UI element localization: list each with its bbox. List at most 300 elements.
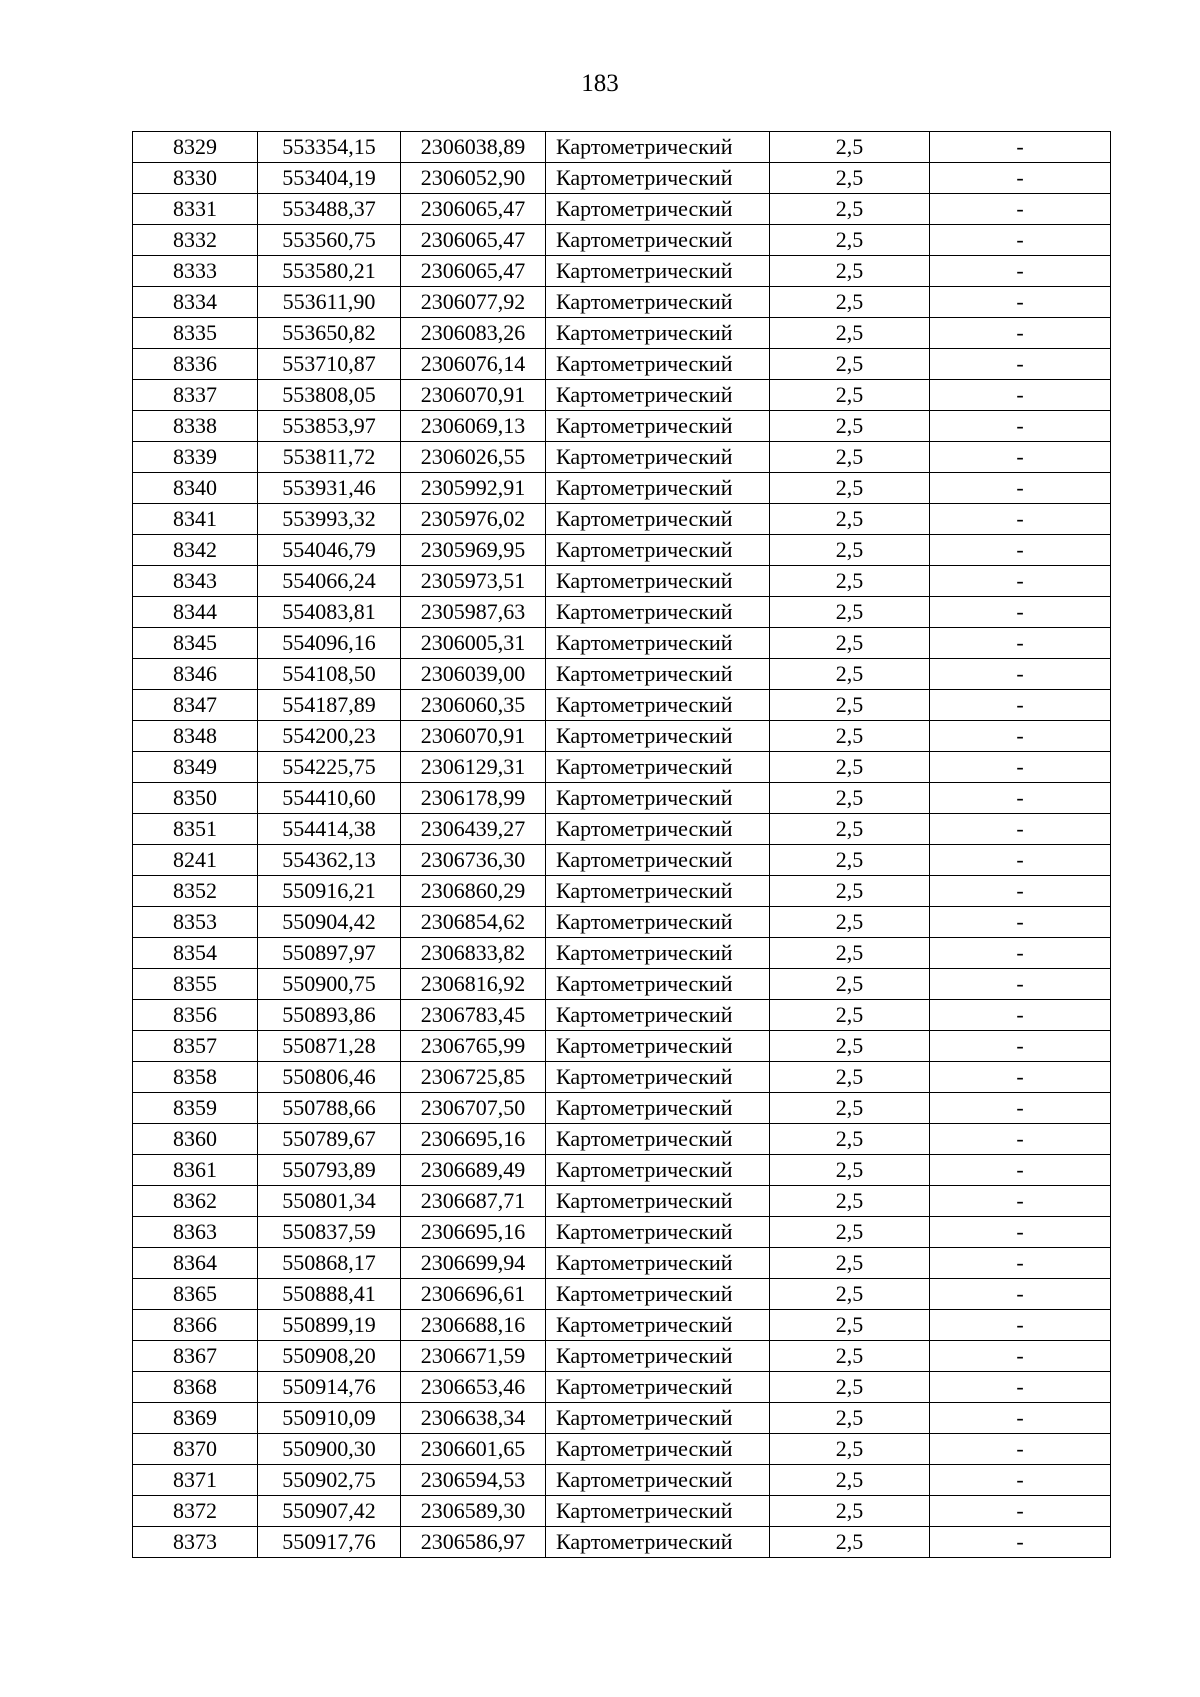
x-coordinate-cell: 554362,13 [258,845,401,876]
note-cell: - [930,1031,1111,1062]
point-number-cell: 8355 [133,969,258,1000]
point-number-cell: 8241 [133,845,258,876]
point-number-cell: 8347 [133,690,258,721]
accuracy-cell: 2,5 [770,535,930,566]
y-coordinate-cell: 2306129,31 [401,752,546,783]
point-number-cell: 8344 [133,597,258,628]
y-coordinate-cell: 2306783,45 [401,1000,546,1031]
method-cell: Картометрический [546,814,770,845]
point-number-cell: 8369 [133,1403,258,1434]
table-row [133,690,1111,721]
method-cell: Картометрический [546,535,770,566]
note-cell: - [930,1465,1111,1496]
method-cell: Картометрический [546,473,770,504]
y-coordinate-cell: 2306589,30 [401,1496,546,1527]
method-cell: Картометрический [546,442,770,473]
point-number-cell: 8350 [133,783,258,814]
accuracy-cell: 2,5 [770,597,930,628]
y-coordinate-cell: 2306687,71 [401,1186,546,1217]
method-cell: Картометрический [546,1403,770,1434]
x-coordinate-cell: 554083,81 [258,597,401,628]
point-number-cell: 8368 [133,1372,258,1403]
y-coordinate-cell: 2306833,82 [401,938,546,969]
x-coordinate-cell: 550871,28 [258,1031,401,1062]
note-cell: - [930,504,1111,535]
coordinates-table [132,131,1111,1558]
x-coordinate-cell: 554046,79 [258,535,401,566]
y-coordinate-cell: 2306688,16 [401,1310,546,1341]
method-cell: Картометрический [546,597,770,628]
x-coordinate-cell: 554187,89 [258,690,401,721]
note-cell: - [930,1155,1111,1186]
point-number-cell: 8365 [133,1279,258,1310]
x-coordinate-cell: 554225,75 [258,752,401,783]
x-coordinate-cell: 553650,82 [258,318,401,349]
point-number-cell: 8359 [133,1093,258,1124]
point-number-cell: 8358 [133,1062,258,1093]
accuracy-cell: 2,5 [770,690,930,721]
x-coordinate-cell: 553354,15 [258,132,401,163]
table-row [133,1248,1111,1279]
x-coordinate-cell: 553580,21 [258,256,401,287]
accuracy-cell: 2,5 [770,442,930,473]
note-cell: - [930,1372,1111,1403]
accuracy-cell: 2,5 [770,1403,930,1434]
table-row [133,1000,1111,1031]
table-row [133,1496,1111,1527]
table-row [133,1093,1111,1124]
table-row [133,132,1111,163]
y-coordinate-cell: 2306653,46 [401,1372,546,1403]
y-coordinate-cell: 2305973,51 [401,566,546,597]
x-coordinate-cell: 554096,16 [258,628,401,659]
note-cell: - [930,1093,1111,1124]
x-coordinate-cell: 550902,75 [258,1465,401,1496]
x-coordinate-cell: 554200,23 [258,721,401,752]
method-cell: Картометрический [546,659,770,690]
point-number-cell: 8367 [133,1341,258,1372]
y-coordinate-cell: 2306070,91 [401,721,546,752]
note-cell: - [930,1000,1111,1031]
table-row [133,256,1111,287]
note-cell: - [930,256,1111,287]
method-cell: Картометрический [546,1155,770,1186]
accuracy-cell: 2,5 [770,876,930,907]
table-row [133,411,1111,442]
y-coordinate-cell: 2306178,99 [401,783,546,814]
note-cell: - [930,845,1111,876]
accuracy-cell: 2,5 [770,1248,930,1279]
y-coordinate-cell: 2306005,31 [401,628,546,659]
accuracy-cell: 2,5 [770,1155,930,1186]
method-cell: Картометрический [546,225,770,256]
y-coordinate-cell: 2306689,49 [401,1155,546,1186]
accuracy-cell: 2,5 [770,938,930,969]
accuracy-cell: 2,5 [770,504,930,535]
note-cell: - [930,783,1111,814]
y-coordinate-cell: 2306736,30 [401,845,546,876]
accuracy-cell: 2,5 [770,380,930,411]
y-coordinate-cell: 2306076,14 [401,349,546,380]
note-cell: - [930,1310,1111,1341]
point-number-cell: 8329 [133,132,258,163]
accuracy-cell: 2,5 [770,256,930,287]
note-cell: - [930,938,1111,969]
point-number-cell: 8360 [133,1124,258,1155]
note-cell: - [930,380,1111,411]
page-number: 183 [581,70,619,97]
table-row [133,597,1111,628]
accuracy-cell: 2,5 [770,814,930,845]
accuracy-cell: 2,5 [770,1186,930,1217]
method-cell: Картометрический [546,1341,770,1372]
note-cell: - [930,907,1111,938]
x-coordinate-cell: 550837,59 [258,1217,401,1248]
accuracy-cell: 2,5 [770,1124,930,1155]
x-coordinate-cell: 550908,20 [258,1341,401,1372]
point-number-cell: 8336 [133,349,258,380]
accuracy-cell: 2,5 [770,907,930,938]
method-cell: Картометрический [546,163,770,194]
x-coordinate-cell: 550888,41 [258,1279,401,1310]
table-row [133,349,1111,380]
table-row [133,721,1111,752]
table-row [133,659,1111,690]
y-coordinate-cell: 2306026,55 [401,442,546,473]
note-cell: - [930,721,1111,752]
y-coordinate-cell: 2306860,29 [401,876,546,907]
x-coordinate-cell: 553808,05 [258,380,401,411]
table-row [133,1279,1111,1310]
method-cell: Картометрический [546,287,770,318]
table-body [133,132,1111,1558]
y-coordinate-cell: 2306060,35 [401,690,546,721]
point-number-cell: 8348 [133,721,258,752]
accuracy-cell: 2,5 [770,411,930,442]
table-row [133,380,1111,411]
method-cell: Картометрический [546,783,770,814]
x-coordinate-cell: 553931,46 [258,473,401,504]
note-cell: - [930,194,1111,225]
x-coordinate-cell: 553404,19 [258,163,401,194]
x-coordinate-cell: 550788,66 [258,1093,401,1124]
method-cell: Картометрический [546,318,770,349]
point-number-cell: 8349 [133,752,258,783]
x-coordinate-cell: 553853,97 [258,411,401,442]
y-coordinate-cell: 2306077,92 [401,287,546,318]
point-number-cell: 8333 [133,256,258,287]
table-row [133,845,1111,876]
note-cell: - [930,1217,1111,1248]
point-number-cell: 8346 [133,659,258,690]
note-cell: - [930,566,1111,597]
table-row [133,1372,1111,1403]
note-cell: - [930,752,1111,783]
y-coordinate-cell: 2306065,47 [401,194,546,225]
table-row [133,783,1111,814]
point-number-cell: 8371 [133,1465,258,1496]
note-cell: - [930,1496,1111,1527]
method-cell: Картометрический [546,1217,770,1248]
method-cell: Картометрический [546,1434,770,1465]
point-number-cell: 8352 [133,876,258,907]
x-coordinate-cell: 554414,38 [258,814,401,845]
y-coordinate-cell: 2306083,26 [401,318,546,349]
accuracy-cell: 2,5 [770,1372,930,1403]
note-cell: - [930,659,1111,690]
accuracy-cell: 2,5 [770,1093,930,1124]
y-coordinate-cell: 2306725,85 [401,1062,546,1093]
method-cell: Картометрический [546,907,770,938]
x-coordinate-cell: 553993,32 [258,504,401,535]
method-cell: Картометрический [546,969,770,1000]
accuracy-cell: 2,5 [770,1000,930,1031]
x-coordinate-cell: 550900,75 [258,969,401,1000]
table-row [133,907,1111,938]
y-coordinate-cell: 2306671,59 [401,1341,546,1372]
note-cell: - [930,1527,1111,1558]
table-row [133,628,1111,659]
accuracy-cell: 2,5 [770,349,930,380]
method-cell: Картометрический [546,845,770,876]
note-cell: - [930,349,1111,380]
method-cell: Картометрический [546,1496,770,1527]
table-row [133,1403,1111,1434]
method-cell: Картометрический [546,1093,770,1124]
y-coordinate-cell: 2306586,97 [401,1527,546,1558]
y-coordinate-cell: 2306065,47 [401,225,546,256]
accuracy-cell: 2,5 [770,566,930,597]
note-cell: - [930,597,1111,628]
point-number-cell: 8362 [133,1186,258,1217]
accuracy-cell: 2,5 [770,659,930,690]
x-coordinate-cell: 550904,42 [258,907,401,938]
method-cell: Картометрический [546,1279,770,1310]
point-number-cell: 8341 [133,504,258,535]
method-cell: Картометрический [546,132,770,163]
method-cell: Картометрический [546,628,770,659]
y-coordinate-cell: 2306638,34 [401,1403,546,1434]
accuracy-cell: 2,5 [770,1217,930,1248]
table-row [133,287,1111,318]
x-coordinate-cell: 550910,09 [258,1403,401,1434]
table-row [133,876,1111,907]
point-number-cell: 8366 [133,1310,258,1341]
note-cell: - [930,690,1111,721]
x-coordinate-cell: 554108,50 [258,659,401,690]
y-coordinate-cell: 2306065,47 [401,256,546,287]
note-cell: - [930,287,1111,318]
table-row [133,1217,1111,1248]
y-coordinate-cell: 2306816,92 [401,969,546,1000]
note-cell: - [930,163,1111,194]
point-number-cell: 8373 [133,1527,258,1558]
table-row [133,1341,1111,1372]
method-cell: Картометрический [546,349,770,380]
table-row [133,1310,1111,1341]
method-cell: Картометрический [546,380,770,411]
table-row [133,938,1111,969]
point-number-cell: 8372 [133,1496,258,1527]
accuracy-cell: 2,5 [770,1062,930,1093]
y-coordinate-cell: 2305992,91 [401,473,546,504]
x-coordinate-cell: 550907,42 [258,1496,401,1527]
x-coordinate-cell: 550789,67 [258,1124,401,1155]
accuracy-cell: 2,5 [770,194,930,225]
y-coordinate-cell: 2305969,95 [401,535,546,566]
point-number-cell: 8332 [133,225,258,256]
accuracy-cell: 2,5 [770,1279,930,1310]
method-cell: Картометрический [546,721,770,752]
method-cell: Картометрический [546,1031,770,1062]
method-cell: Картометрический [546,566,770,597]
note-cell: - [930,969,1111,1000]
x-coordinate-cell: 550900,30 [258,1434,401,1465]
y-coordinate-cell: 2306699,94 [401,1248,546,1279]
accuracy-cell: 2,5 [770,752,930,783]
accuracy-cell: 2,5 [770,783,930,814]
y-coordinate-cell: 2306765,99 [401,1031,546,1062]
point-number-cell: 8354 [133,938,258,969]
table-row [133,1465,1111,1496]
x-coordinate-cell: 550917,76 [258,1527,401,1558]
point-number-cell: 8343 [133,566,258,597]
accuracy-cell: 2,5 [770,1341,930,1372]
point-number-cell: 8363 [133,1217,258,1248]
point-number-cell: 8361 [133,1155,258,1186]
accuracy-cell: 2,5 [770,287,930,318]
y-coordinate-cell: 2306854,62 [401,907,546,938]
y-coordinate-cell: 2306039,00 [401,659,546,690]
table-row [133,473,1111,504]
accuracy-cell: 2,5 [770,721,930,752]
method-cell: Картометрический [546,1186,770,1217]
y-coordinate-cell: 2306052,90 [401,163,546,194]
x-coordinate-cell: 550893,86 [258,1000,401,1031]
note-cell: - [930,411,1111,442]
accuracy-cell: 2,5 [770,318,930,349]
note-cell: - [930,1403,1111,1434]
table-row [133,1031,1111,1062]
y-coordinate-cell: 2306069,13 [401,411,546,442]
x-coordinate-cell: 553611,90 [258,287,401,318]
note-cell: - [930,1186,1111,1217]
accuracy-cell: 2,5 [770,1527,930,1558]
method-cell: Картометрический [546,256,770,287]
x-coordinate-cell: 550899,19 [258,1310,401,1341]
point-number-cell: 8342 [133,535,258,566]
accuracy-cell: 2,5 [770,1310,930,1341]
point-number-cell: 8340 [133,473,258,504]
x-coordinate-cell: 553811,72 [258,442,401,473]
accuracy-cell: 2,5 [770,1434,930,1465]
note-cell: - [930,535,1111,566]
note-cell: - [930,1124,1111,1155]
point-number-cell: 8330 [133,163,258,194]
table-row [133,1527,1111,1558]
x-coordinate-cell: 553560,75 [258,225,401,256]
note-cell: - [930,442,1111,473]
table-row [133,969,1111,1000]
x-coordinate-cell: 550916,21 [258,876,401,907]
note-cell: - [930,132,1111,163]
method-cell: Картометрический [546,411,770,442]
accuracy-cell: 2,5 [770,1465,930,1496]
method-cell: Картометрический [546,1465,770,1496]
x-coordinate-cell: 550868,17 [258,1248,401,1279]
table-row [133,504,1111,535]
note-cell: - [930,1434,1111,1465]
accuracy-cell: 2,5 [770,163,930,194]
method-cell: Картометрический [546,504,770,535]
point-number-cell: 8364 [133,1248,258,1279]
accuracy-cell: 2,5 [770,225,930,256]
y-coordinate-cell: 2306696,61 [401,1279,546,1310]
note-cell: - [930,1248,1111,1279]
method-cell: Картометрический [546,1248,770,1279]
x-coordinate-cell: 554066,24 [258,566,401,597]
method-cell: Картометрический [546,690,770,721]
note-cell: - [930,473,1111,504]
method-cell: Картометрический [546,1527,770,1558]
table-row [133,535,1111,566]
accuracy-cell: 2,5 [770,628,930,659]
table-row [133,1434,1111,1465]
method-cell: Картометрический [546,876,770,907]
note-cell: - [930,876,1111,907]
table-row [133,225,1111,256]
accuracy-cell: 2,5 [770,132,930,163]
table-row [133,566,1111,597]
table-row [133,814,1111,845]
method-cell: Картометрический [546,752,770,783]
table-row [133,1124,1111,1155]
point-number-cell: 8357 [133,1031,258,1062]
accuracy-cell: 2,5 [770,473,930,504]
y-coordinate-cell: 2306439,27 [401,814,546,845]
method-cell: Картометрический [546,194,770,225]
method-cell: Картометрический [546,1062,770,1093]
y-coordinate-cell: 2306707,50 [401,1093,546,1124]
method-cell: Картометрический [546,1372,770,1403]
point-number-cell: 8337 [133,380,258,411]
note-cell: - [930,225,1111,256]
table-row [133,442,1111,473]
y-coordinate-cell: 2306038,89 [401,132,546,163]
accuracy-cell: 2,5 [770,1031,930,1062]
x-coordinate-cell: 553710,87 [258,349,401,380]
point-number-cell: 8339 [133,442,258,473]
y-coordinate-cell: 2306601,65 [401,1434,546,1465]
x-coordinate-cell: 550914,76 [258,1372,401,1403]
table-row [133,752,1111,783]
y-coordinate-cell: 2306695,16 [401,1124,546,1155]
x-coordinate-cell: 554410,60 [258,783,401,814]
y-coordinate-cell: 2305987,63 [401,597,546,628]
y-coordinate-cell: 2306070,91 [401,380,546,411]
method-cell: Картометрический [546,938,770,969]
point-number-cell: 8370 [133,1434,258,1465]
point-number-cell: 8335 [133,318,258,349]
point-number-cell: 8353 [133,907,258,938]
point-number-cell: 8334 [133,287,258,318]
accuracy-cell: 2,5 [770,969,930,1000]
method-cell: Картометрический [546,1124,770,1155]
point-number-cell: 8345 [133,628,258,659]
note-cell: - [930,318,1111,349]
note-cell: - [930,814,1111,845]
note-cell: - [930,1062,1111,1093]
